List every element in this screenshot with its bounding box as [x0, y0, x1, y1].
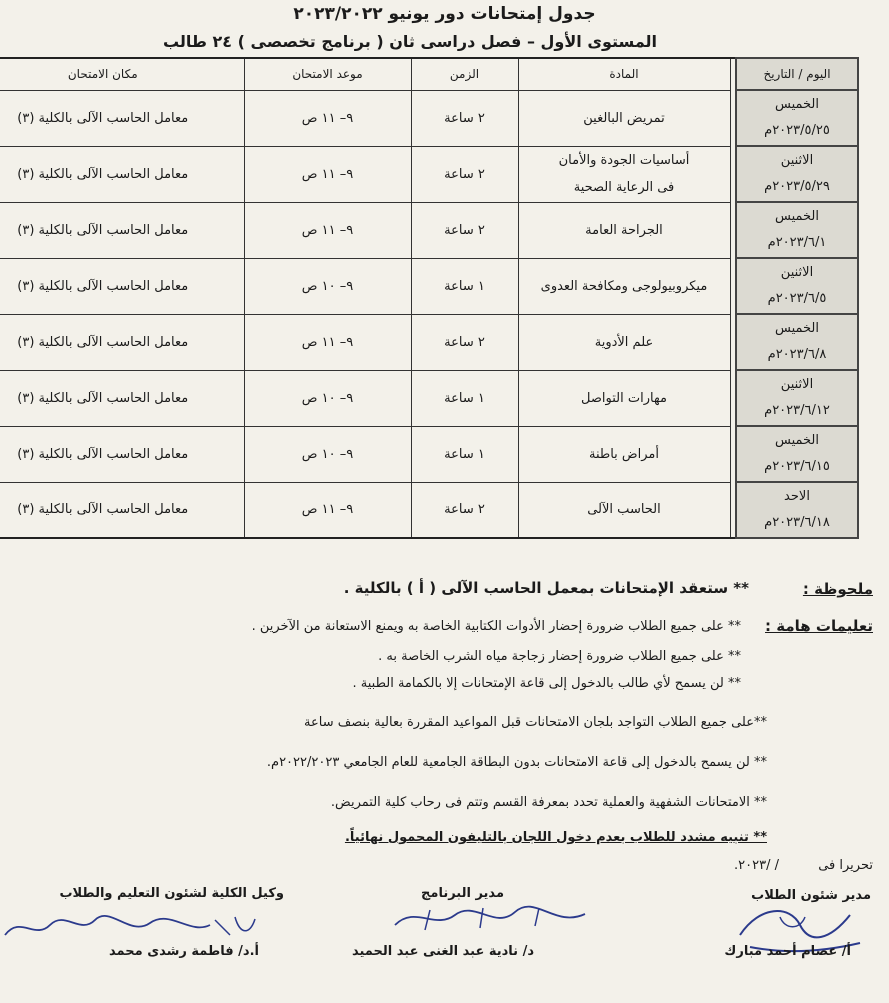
duration-cell: ١ ساعة	[411, 426, 518, 482]
table-row	[0, 426, 858, 482]
duration-cell: ٢ ساعة	[411, 202, 518, 258]
subject-line: الجراحة العامة	[585, 222, 663, 238]
time-cell: ٩– ١١ ص	[244, 314, 411, 370]
instructions-label: تعليمات هامة :	[765, 617, 873, 635]
subject-cell	[518, 314, 730, 370]
header-place: مكان الامتحان	[0, 58, 244, 90]
document-title: جدول إمتحانات دور يونيو ٢٠٢٣/٢٠٢٢	[293, 4, 596, 24]
subject-cell	[518, 202, 730, 258]
exam-schedule-table	[0, 57, 859, 539]
day-label: الخميس	[775, 97, 819, 112]
subject-cell	[518, 90, 730, 146]
time-cell: ٩– ١١ ص	[244, 146, 411, 202]
time-cell: ٩– ١١ ص	[244, 90, 411, 146]
day-label: الخميس	[775, 433, 819, 448]
table-row	[0, 482, 858, 538]
day-date-cell	[736, 370, 858, 426]
written-label: تحريرا فى	[818, 858, 873, 873]
place-cell: معامل الحاسب الآلى بالكلية (٣)	[0, 258, 244, 314]
signature-title-students: مدير شئون الطلاب	[751, 888, 871, 903]
instruction-2: ** على جميع الطلاب ضرورة إحضار زجاجة مياه الشرب الخاصة به .	[378, 649, 741, 664]
day-date-cell	[736, 258, 858, 314]
warning-note: ** تنبيه مشدد للطلاب بعدم دخول اللجان بالتليفون المحمول نهائياً.	[344, 830, 767, 845]
time-cell: ٩– ١٠ ص	[244, 370, 411, 426]
column-gap	[730, 370, 736, 426]
document-subtitle: المستوى الأول – فصل دراسى ثان ( برنامج تخصصى ) ٢٤ طالب	[162, 32, 658, 51]
header-subject: المادة	[518, 58, 730, 90]
subject-line: الحاسب الآلى	[587, 502, 661, 518]
date-label: ٢٠٢٣/٦/٥م	[767, 291, 827, 306]
day-date-cell	[736, 482, 858, 538]
duration-cell: ١ ساعة	[411, 258, 518, 314]
date-label: ٢٠٢٣/٥/٢٩م	[764, 179, 830, 194]
column-gap	[730, 90, 736, 146]
table-row	[0, 202, 858, 258]
extra-note-3: ** الامتحانات الشفهية والعملية تحدد بمعرفة القسم وتتم فى رحاب كلية التمريض.	[330, 795, 767, 810]
table-row	[0, 146, 858, 202]
day-date-cell	[736, 314, 858, 370]
subject-line: أمراض باطنة	[588, 446, 660, 462]
time-cell: ٩– ١٠ ص	[244, 426, 411, 482]
duration-cell: ٢ ساعة	[411, 314, 518, 370]
time-cell: ٩– ١١ ص	[244, 202, 411, 258]
place-cell: معامل الحاسب الآلى بالكلية (٣)	[0, 482, 244, 538]
place-cell: معامل الحاسب الآلى بالكلية (٣)	[0, 202, 244, 258]
time-cell: ٩– ١١ ص	[244, 482, 411, 538]
instruction-3: ** لن يسمح لأي طالب بالدخول إلى قاعة الإمتحانات إلا بالكمامة الطبية .	[352, 676, 741, 691]
place-cell: معامل الحاسب الآلى بالكلية (٣)	[0, 146, 244, 202]
subject-line: أساسيات الجودة والأمان	[558, 153, 690, 168]
day-date-cell	[736, 202, 858, 258]
subject-line: علم الأدوية	[594, 334, 654, 350]
duration-cell: ٢ ساعة	[411, 146, 518, 202]
column-gap	[730, 58, 736, 90]
table-row	[0, 314, 858, 370]
day-date-cell	[736, 90, 858, 146]
day-label: الخميس	[775, 321, 819, 336]
signature-title-vice-dean: وكيل الكلية لشئون التعليم والطلاب	[59, 886, 284, 901]
column-gap	[730, 426, 736, 482]
subject-cell	[518, 370, 730, 426]
date-label: ٢٠٢٣/٦/١٥م	[764, 459, 830, 474]
subject-line: فى الرعاية الصحية	[573, 180, 675, 195]
date-label: ٢٠٢٣/٥/٢٥م	[764, 123, 830, 138]
day-label: الاثنين	[780, 153, 814, 168]
signature-title-program: مدير البرنامج	[421, 886, 504, 901]
subject-line: ميكروبيولوجى ومكافحة العدوى	[540, 278, 708, 294]
place-cell: معامل الحاسب الآلى بالكلية (٣)	[0, 426, 244, 482]
subject-line: مهارات التواصل	[581, 390, 667, 406]
note-label: ملحوظة :	[802, 580, 873, 598]
day-label: الاحد	[784, 489, 810, 504]
date-label: ٢٠٢٣/٦/١م	[767, 235, 827, 250]
place-cell: معامل الحاسب الآلى بالكلية (٣)	[0, 90, 244, 146]
header-day-date: اليوم / التاريخ	[736, 58, 858, 90]
header-duration: الزمن	[411, 58, 518, 90]
column-gap	[730, 146, 736, 202]
signature-name-vice-dean: أ.د/ فاطمة رشدى محمد	[109, 944, 259, 959]
time-cell: ٩– ١٠ ص	[244, 258, 411, 314]
column-gap	[730, 202, 736, 258]
table-row	[0, 370, 858, 426]
header-time: موعد الامتحان	[244, 58, 411, 90]
day-date-cell	[736, 146, 858, 202]
table-row	[0, 90, 858, 146]
note-text: ** ستعقد الإمتحانات بمعمل الحاسب الآلى ( أ ) بالكلية .	[343, 579, 749, 597]
duration-cell: ٢ ساعة	[411, 90, 518, 146]
signature-name-students: أ/ عصام أحمد مبارك	[724, 944, 851, 959]
subject-cell	[518, 258, 730, 314]
date-label: ٢٠٢٣/٦/٨م	[767, 347, 827, 362]
extra-note-1: **على جميع الطلاب التواجد بلجان الامتحانات قبل المواعيد المقررة بعالية بنصف ساعة	[304, 715, 767, 730]
column-gap	[730, 482, 736, 538]
duration-cell: ١ ساعة	[411, 370, 518, 426]
day-date-cell	[736, 426, 858, 482]
column-gap	[730, 258, 736, 314]
date-label: ٢٠٢٣/٦/١٢م	[764, 403, 830, 418]
duration-cell: ٢ ساعة	[411, 482, 518, 538]
instruction-1: ** على جميع الطلاب ضرورة إحضار الأدوات الكتابية الخاصة به ويمنع الاستعانة من الآخرين .	[251, 619, 741, 634]
place-cell: معامل الحاسب الآلى بالكلية (٣)	[0, 370, 244, 426]
day-label: الاثنين	[780, 377, 814, 392]
subject-cell	[518, 482, 730, 538]
signature-program-image	[385, 900, 595, 940]
column-gap	[730, 314, 736, 370]
table-header-row	[0, 58, 858, 90]
subject-line: تمريض البالغين	[583, 110, 665, 126]
written-date: / /٢٠٢٣.	[734, 858, 779, 873]
subject-cell	[518, 426, 730, 482]
signature-name-program: د/ نادية عبد الغنى عبد الحميد	[351, 944, 534, 959]
date-label: ٢٠٢٣/٦/١٨م	[764, 515, 830, 530]
day-label: الاثنين	[780, 265, 814, 280]
place-cell: معامل الحاسب الآلى بالكلية (٣)	[0, 314, 244, 370]
table-row	[0, 258, 858, 314]
extra-note-2: ** لن يسمح بالدخول إلى قاعة الامتحانات بدون البطاقة الجامعية للعام الجامعي ٢٠٢٢/٢٠٢٣م.	[266, 755, 767, 770]
subject-cell	[518, 146, 730, 202]
day-label: الخميس	[775, 209, 819, 224]
